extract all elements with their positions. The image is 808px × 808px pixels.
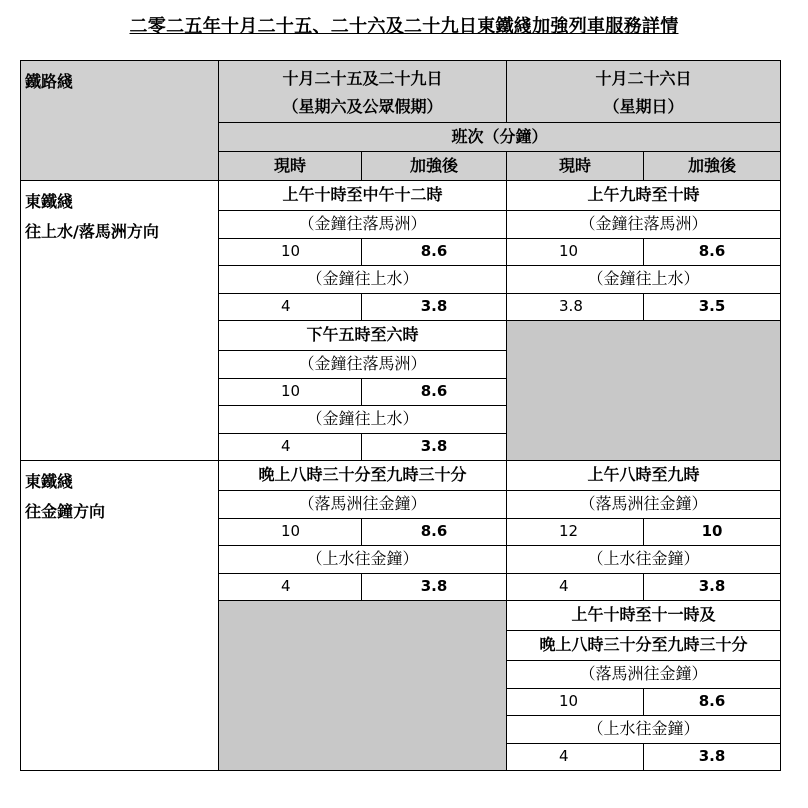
time-period: 晚上八時三十分至九時三十分 [219, 461, 507, 491]
route-label: （落馬洲往金鐘） [219, 491, 507, 519]
current-interval: 4 [219, 574, 362, 601]
header-enhanced: 加強後 [644, 152, 781, 181]
enhanced-interval: 3.5 [644, 294, 781, 321]
line-name: 東鐵綫 [25, 192, 74, 211]
current-interval: 4 [507, 744, 644, 771]
route-label: （金鐘往落馬洲） [219, 211, 507, 239]
current-interval: 4 [507, 574, 644, 601]
route-label: （金鐘往上水） [219, 406, 507, 434]
header-interval: 班次（分鐘） [219, 123, 781, 152]
line-name: 東鐵綫 [25, 472, 74, 491]
current-interval: 10 [219, 519, 362, 546]
current-interval: 4 [219, 294, 362, 321]
header-railway-line: 鐵路綫 [21, 61, 219, 181]
enhanced-interval: 8.6 [362, 239, 507, 266]
route-label: （金鐘往上水） [507, 266, 781, 294]
enhanced-interval: 8.6 [644, 239, 781, 266]
header-group-weekend-dates: 十月二十五及二十九日 [282, 69, 443, 88]
direction-name: 往上水/落馬洲方向 [25, 222, 159, 241]
route-label: （落馬洲往金鐘） [507, 661, 781, 689]
empty-shaded-cell [507, 321, 781, 461]
current-interval: 10 [219, 239, 362, 266]
current-interval: 10 [507, 239, 644, 266]
enhanced-interval: 3.8 [362, 434, 507, 461]
enhanced-interval: 8.6 [362, 519, 507, 546]
enhanced-interval: 3.8 [362, 294, 507, 321]
service-table [20, 60, 781, 771]
enhanced-interval: 3.8 [644, 744, 781, 771]
header-group-weekend [219, 61, 507, 123]
header-group-sunday-day: （星期日） [603, 97, 684, 116]
empty-shaded-cell [219, 601, 507, 771]
header-enhanced: 加強後 [362, 152, 507, 181]
current-interval: 12 [507, 519, 644, 546]
header-current: 現時 [507, 152, 644, 181]
enhanced-interval: 3.8 [644, 574, 781, 601]
enhanced-interval: 10 [644, 519, 781, 546]
route-label: （上水往金鐘） [507, 546, 781, 574]
current-interval: 4 [219, 434, 362, 461]
route-label: （落馬洲往金鐘） [507, 491, 781, 519]
enhanced-interval: 8.6 [362, 379, 507, 406]
time-period: 下午五時至六時 [219, 321, 507, 351]
time-period: 上午十時至中午十二時 [219, 181, 507, 211]
enhanced-interval: 3.8 [362, 574, 507, 601]
direction-name: 往金鐘方向 [25, 502, 106, 521]
route-label: （金鐘往落馬洲） [219, 351, 507, 379]
time-period: 上午十時至十一時及 [507, 601, 781, 631]
time-period: 晚上八時三十分至九時三十分 [507, 631, 781, 661]
enhanced-interval: 8.6 [644, 689, 781, 716]
route-label: （上水往金鐘） [507, 716, 781, 744]
header-group-sunday [507, 61, 781, 123]
section-label-southbound [21, 461, 219, 771]
current-interval: 3.8 [507, 294, 644, 321]
route-label: （上水往金鐘） [219, 546, 507, 574]
header-group-weekend-days: （星期六及公眾假期） [282, 97, 443, 116]
current-interval: 10 [219, 379, 362, 406]
route-label: （金鐘往上水） [219, 266, 507, 294]
time-period: 上午九時至十時 [507, 181, 781, 211]
time-period: 上午八時至九時 [507, 461, 781, 491]
header-group-sunday-date: 十月二十六日 [595, 69, 692, 88]
header-current: 現時 [219, 152, 362, 181]
page-title: 二零二五年十月二十五、二十六及二十九日東鐵綫加強列車服務詳情 [129, 16, 679, 37]
section-label-northbound [21, 181, 219, 461]
route-label: （金鐘往落馬洲） [507, 211, 781, 239]
current-interval: 10 [507, 689, 644, 716]
